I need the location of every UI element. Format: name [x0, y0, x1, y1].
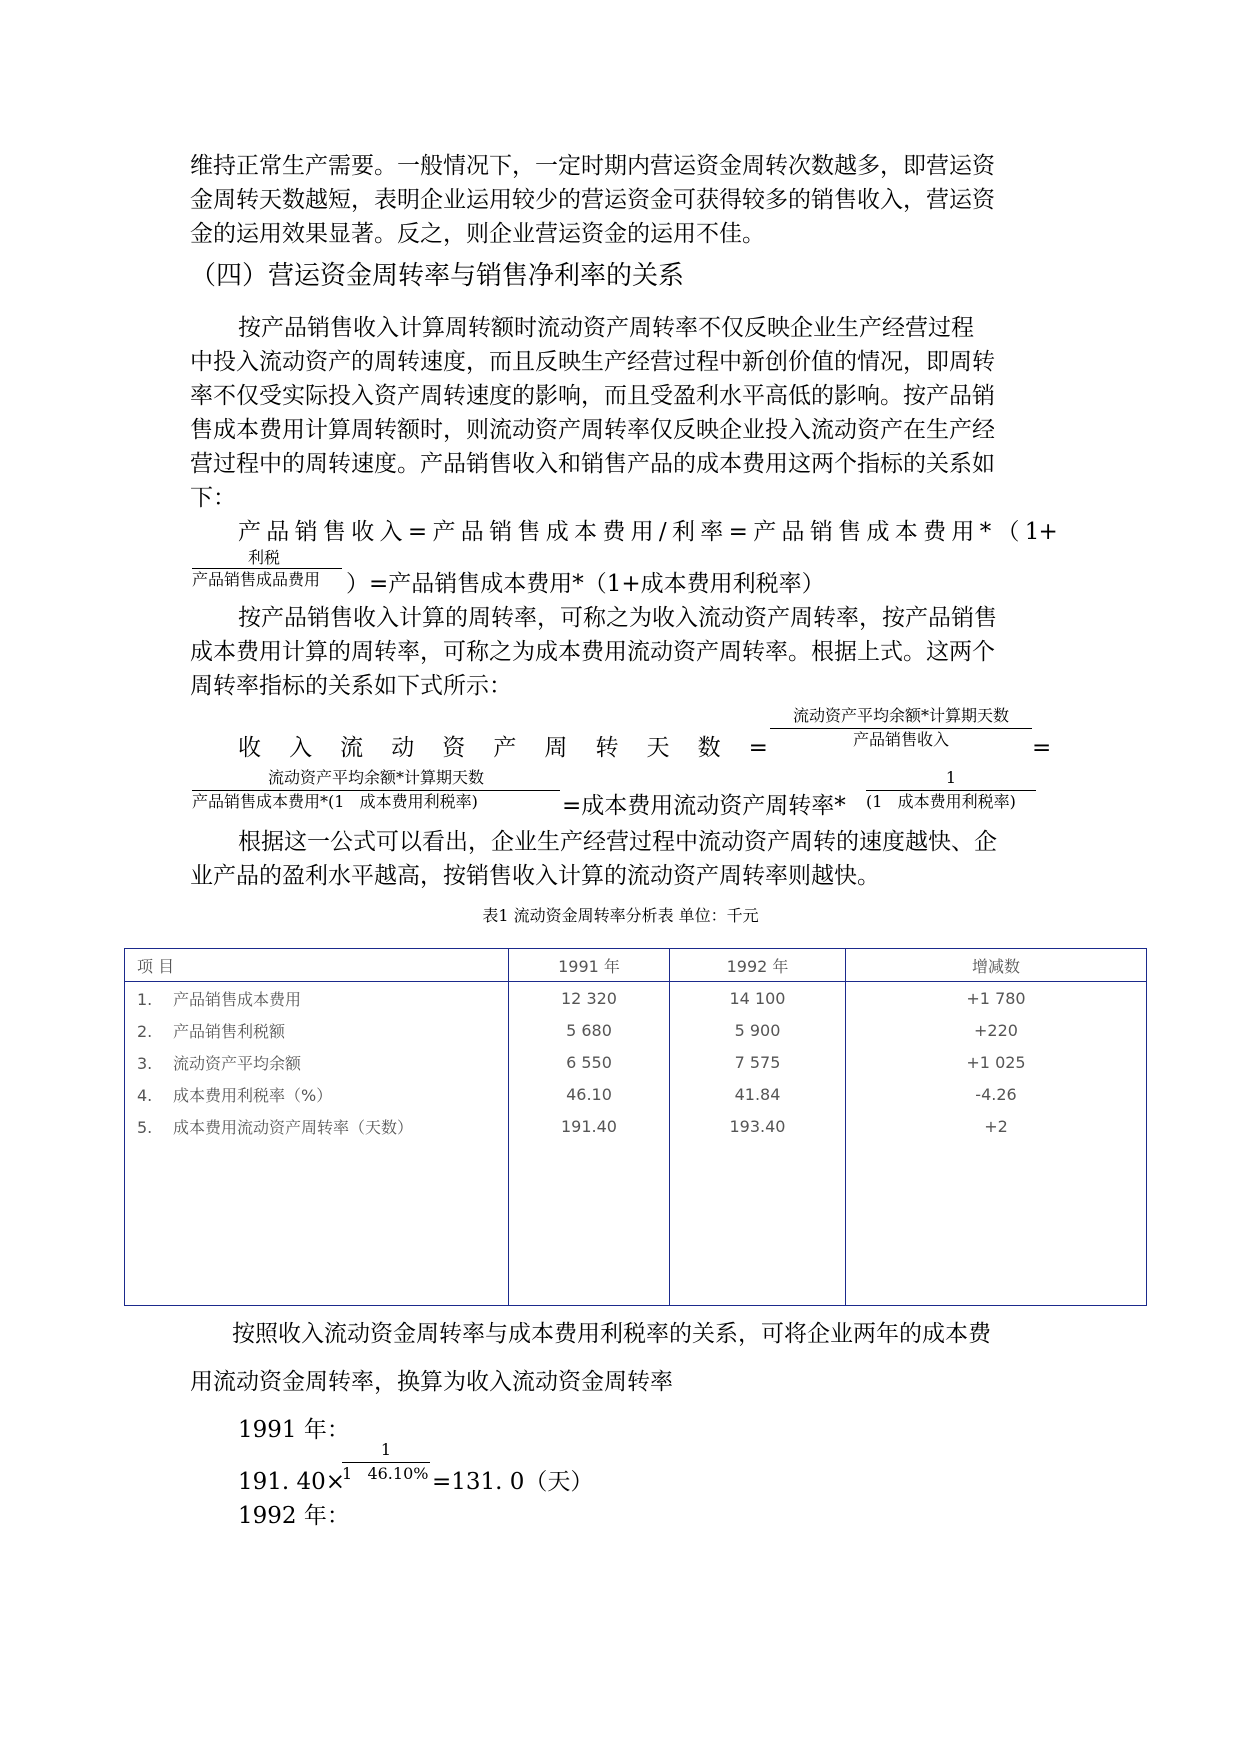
fraction-bar [192, 568, 342, 569]
cell-change: +1 025 [846, 1046, 1147, 1078]
fraction-numerator: 流动资产平均余额*计算期天数 [792, 706, 1009, 725]
table-row [125, 1014, 1147, 1046]
paragraph-line: 周转率指标的关系如下式所示： [190, 673, 512, 699]
row-item: 产品销售利税额 [173, 1021, 286, 1041]
paragraph-line: 用流动资金周转率，换算为收入流动资金周转率 [190, 1369, 673, 1395]
paragraph-line: 按照收入流动资金周转率与成本费用利税率的关系，可将企业两年的成本费 [232, 1321, 991, 1347]
formula-mid: =成本费用流动资产周转率* [562, 793, 846, 819]
header-1991: 1991 年 [509, 949, 670, 982]
analysis-table [124, 948, 1147, 1306]
fraction-bar [770, 728, 1032, 729]
cell-1992: 41.84 [670, 1078, 846, 1110]
header-1992: 1992 年 [670, 949, 846, 982]
paragraph-line: 按产品销售收入计算的周转率，可称之为收入流动资产周转率，按产品销售 [238, 605, 997, 631]
table-row [125, 1078, 1147, 1110]
cell-1991: 6 550 [509, 1046, 670, 1078]
cell-change: +2 [846, 1110, 1147, 1142]
intro-line: 金的运用效果显著。反之，则企业营运资金的运用不佳。 [190, 221, 765, 247]
formula-lead: 收 入 流 动 资 产 周 转 天 数 = [238, 735, 768, 761]
paragraph-line: 按产品销售收入计算周转额时流动资产周转率不仅反映企业生产经营过程 [238, 315, 974, 341]
cell-1992: 7 575 [670, 1046, 846, 1078]
paragraph-line: 根据这一公式可以看出，企业生产经营过程中流动资产周转的速度越快、企 [238, 829, 997, 855]
year-label: 1991 年： [238, 1417, 350, 1443]
cell-1992: 14 100 [670, 982, 846, 1015]
fraction-bar [342, 1462, 430, 1463]
cell-1991: 12 320 [509, 982, 670, 1015]
cell-1991: 46.10 [509, 1078, 670, 1110]
paragraph-line: 售成本费用计算周转额时，则流动资产周转率仅反映企业投入流动资产在生产经 [190, 417, 995, 443]
table-empty-row [125, 1142, 1147, 1306]
year-label: 1992 年： [238, 1503, 350, 1529]
fraction-denominator: 产品销售收入 [852, 730, 949, 749]
fraction-bar [192, 790, 560, 791]
row-number: 5. [137, 1117, 153, 1137]
fraction-denominator: 1 46.10% [342, 1464, 429, 1483]
cell-change: +1 780 [846, 982, 1147, 1015]
row-item: 成本费用流动资产周转率（天数） [173, 1117, 414, 1137]
fraction-denominator: (1 成本费用利税率) [866, 792, 1016, 811]
paragraph-line: 营过程中的周转速度。产品销售收入和销售产品的成本费用这两个指标的关系如 [190, 451, 995, 477]
table-caption: 表1 流动资金周转率分析表 单位：千元 [482, 906, 759, 925]
formula-denominator: 产品销售成品费用 [192, 570, 321, 589]
paragraph-line: 率不仅受实际投入资产周转速度的影响，而且受盈利水平高低的影响。按产品销 [190, 383, 995, 409]
paragraph-line: 业产品的盈利水平越高，按销售收入计算的流动资产周转率则越快。 [190, 863, 880, 889]
header-item: 项 目 [125, 949, 509, 982]
row-item: 流动资产平均余额 [173, 1053, 302, 1073]
cell-1992: 5 900 [670, 1014, 846, 1046]
table-row [125, 1046, 1147, 1078]
row-number: 4. [137, 1085, 153, 1105]
fraction-numerator: 1 [945, 768, 957, 787]
intro-line: 金周转天数越短，表明企业运用较少的营运资金可获得较多的销售收入，营运资 [190, 187, 995, 213]
formula-line: 产 品 销 售 收 入 = 产 品 销 售 成 本 费 用 / 利 率 = 产 品 销 售 成 本 费 用 * （ 1+ [238, 519, 1057, 545]
paragraph-line: 中投入流动资产的周转速度，而且反映生产经营过程中新创价值的情况，即周转 [190, 349, 995, 375]
cell-change: -4.26 [846, 1078, 1147, 1110]
fraction-numerator: 流动资产平均余额*计算期天数 [267, 768, 484, 787]
row-number: 2. [137, 1021, 153, 1041]
table-row [125, 1110, 1147, 1142]
calc-lhs: 191. 40× [238, 1469, 346, 1495]
intro-line: 维持正常生产需要。一般情况下，一定时期内营运资金周转次数越多，即营运资 [190, 153, 995, 179]
paragraph-line: 下： [190, 485, 236, 511]
cell-1992: 193.40 [670, 1110, 846, 1142]
row-number: 1. [137, 989, 153, 1009]
table-row [125, 982, 1147, 1015]
calc-rhs: =131. 0（天） [432, 1469, 594, 1495]
formula-numerator: 利税 [248, 548, 281, 567]
header-change: 增减数 [846, 949, 1147, 982]
paragraph-line: 成本费用计算的周转率，可称之为成本费用流动资产周转率。根据上式。这两个 [190, 639, 995, 665]
row-item: 产品销售成本费用 [173, 989, 302, 1009]
cell-1991: 191.40 [509, 1110, 670, 1142]
formula-tail: ）=产品销售成本费用*（1+成本费用利税率） [346, 571, 825, 597]
fraction-bar [866, 790, 1036, 791]
equals-sign: = [1032, 735, 1052, 761]
table-header-row [125, 949, 1147, 982]
fraction-numerator: 1 [380, 1440, 392, 1459]
cell-1991: 5 680 [509, 1014, 670, 1046]
fraction-denominator: 产品销售成本费用*(1 成本费用利税率) [192, 792, 478, 811]
row-number: 3. [137, 1053, 153, 1073]
cell-change: +220 [846, 1014, 1147, 1046]
row-item: 成本费用利税率（%） [173, 1085, 333, 1105]
section-heading: （四）营运资金周转率与销售净利率的关系 [190, 261, 685, 291]
